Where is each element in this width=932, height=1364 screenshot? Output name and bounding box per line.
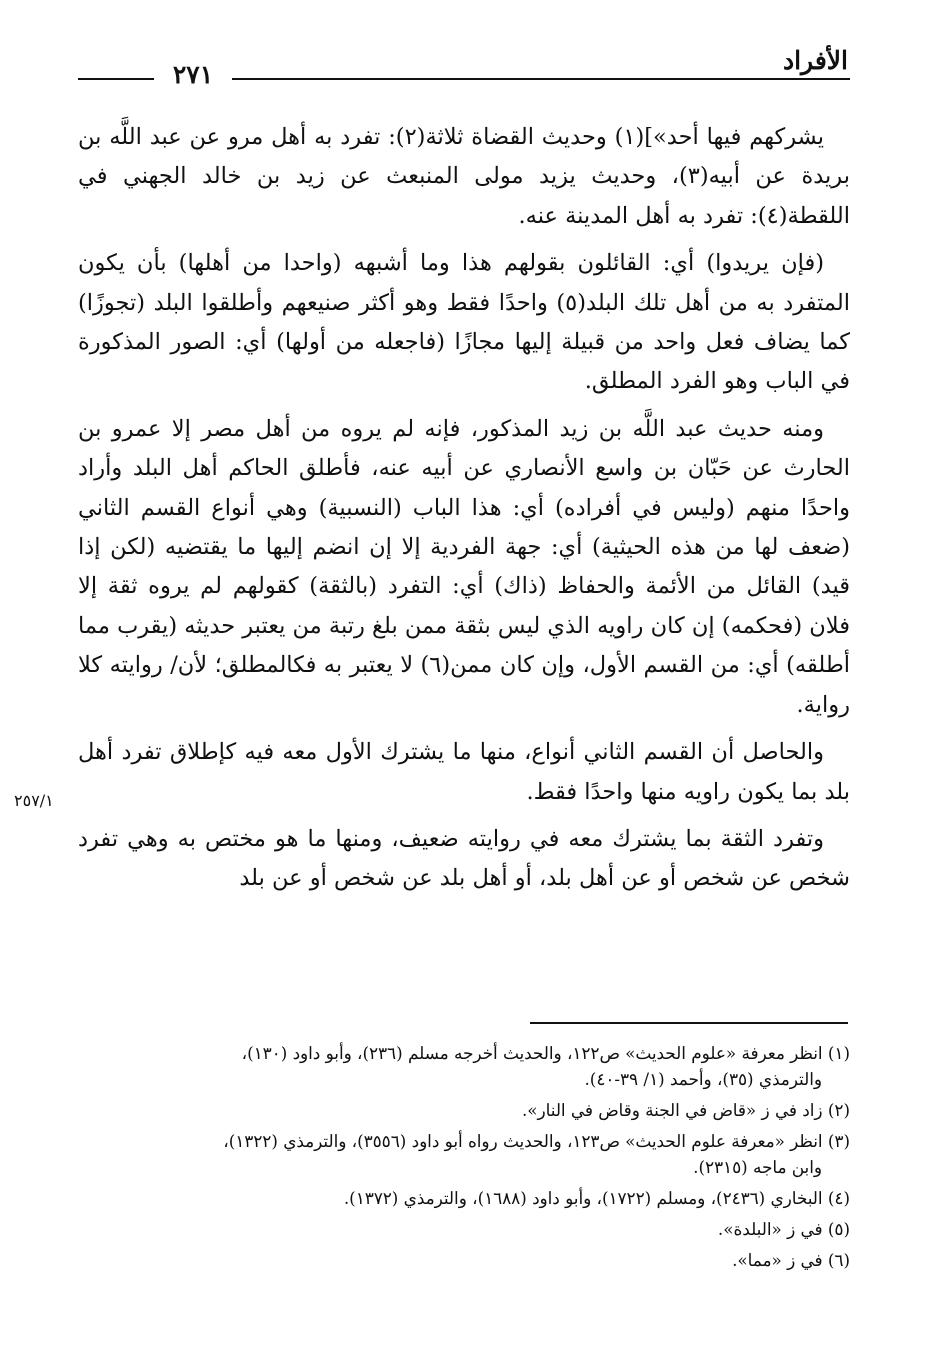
footnote	[78, 1247, 850, 1273]
paragraph: يشركهم فيها أحد»](١) وحديث القضاة ثلاثة(٢): تفرد به أهل مرو عن عبد اللَّه بن بريدة عن أبيه(٣)، وحديث يزيد مولى المنبعث عن زيد بن خالد الجهني في اللقطة(٤): تفرد به أهل المدينة عنه.	[78, 124, 850, 229]
footnote-continuation: والترمذي (٣٥)، وأحمد (١/ ٣٩-٤٠).	[584, 1069, 822, 1089]
paragraph: وتفرد الثقة بما يشترك معه في روايته ضعيف، ومنها ما هو مختص به وهي تفرد شخص عن شخص أو عن أهل بلد، أو أهل بلد عن شخص أو عن بلد	[78, 825, 850, 892]
paragraph: (فإن يريدوا) أي: القائلون بقولهم هذا وما أشبهه (واحدا من أهلها) بأن يكون المتفرد به من أهل تلك البلد(٥) واحدًا فقط وهو أكثر صنيعهم وأطلقوا البلد (تجوزًا) كما يضاف فعل واحد من قبيلة إليها مجازًا (فاجعله من أولها) أي: الصور المذكورة في الباب وهو الفرد المطلق.	[78, 250, 850, 395]
footnote-text: (٦) في ز «مما».	[732, 1250, 850, 1270]
running-title: الأفراد	[782, 46, 848, 75]
footnote-text: (٤) البخاري (٢٤٣٦)، ومسلم (١٧٢٢)، وأبو داود (١٦٨٨)، والترمذي (١٣٧٢).	[343, 1188, 850, 1208]
page-header	[78, 44, 850, 94]
header-rule-right	[232, 78, 850, 80]
footnote-continuation: وابن ماجه (٢٣١٥).	[693, 1157, 822, 1177]
footnote-separator	[530, 1022, 848, 1024]
footnote-text: (٣) انظر «معرفة علوم الحديث» ص١٢٣، والحديث رواه أبو داود (٣٥٥٦)، والترمذي (١٣٢٢)،	[223, 1131, 850, 1151]
footnotes	[78, 1040, 850, 1278]
header-rule-left	[78, 78, 154, 80]
footnote	[78, 1097, 850, 1123]
footnote	[78, 1128, 850, 1180]
manuscript-folio-marker: ٢٥٧/١	[14, 791, 54, 810]
main-text	[78, 118, 850, 907]
page-number: ٢٧١	[172, 60, 214, 89]
footnote-text: (١) انظر معرفة «علوم الحديث» ص١٢٢، والحديث أخرجه مسلم (٢٣٦)، وأبو داود (١٣٠)،	[241, 1043, 850, 1063]
paragraph: ومنه حديث عبد اللَّه بن زيد المذكور، فإنه لم يروه من أهل مصر إلا عمرو بن الحارث عن حَبّان بن واسع الأنصاري عن أبيه عنه، فأطلق الحاكم أهل البلد وأراد واحدًا منهم (وليس في أفراده) أي: هذا الباب (النسبية) وهي أنواع القسم الثاني (ضعف لها من هذه الحيثية) أي: جهة الفردية إلا إن انضم إليها ما يقتضيه (لكن إذا قيد) القائل من الأئمة والحفاظ (ذاك) أي: التفرد (بالثقة) كقولهم لم يروه ثقة إلا فلان (فحكمه) إن كان راويه الذي ليس بثقة ممن بلغ رتبة من يعتبر حديثه (يقرب مما أطلقه) أي: من القسم الأول، وإن كان ممن(٦) لا يعتبر به فكالمطلق؛ لأن/ روايته كلا رواية.	[78, 415, 850, 718]
footnote	[78, 1185, 850, 1211]
paragraph: والحاصل أن القسم الثاني أنواع، منها ما يشترك الأول معه فيه كإطلاق تفرد أهل بلد بما يكون راويه منها واحدًا فقط.	[78, 739, 850, 805]
footnote	[78, 1216, 850, 1242]
footnote-text: (٢) زاد في ز «قاض في الجنة وقاض في النار».	[521, 1100, 850, 1120]
footnote-text: (٥) في ز «البلدة».	[717, 1219, 850, 1239]
footnote	[78, 1040, 850, 1092]
